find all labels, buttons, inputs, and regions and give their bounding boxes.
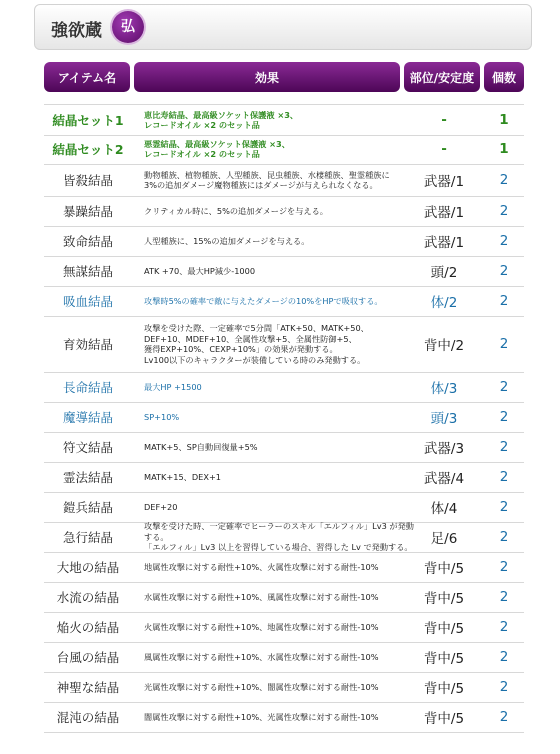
item-part: 背中/5 xyxy=(423,621,465,637)
header-effect: 効果 xyxy=(134,62,400,92)
table-row xyxy=(44,196,524,227)
item-name: 霊法結晶 xyxy=(62,470,113,485)
table-row xyxy=(44,164,524,197)
table-row xyxy=(44,492,524,523)
item-count: 2 xyxy=(499,409,509,425)
item-name: 焔火の結晶 xyxy=(56,620,120,635)
table-row xyxy=(44,552,524,583)
item-part: - xyxy=(441,141,447,157)
item-part: 足/6 xyxy=(430,531,458,547)
table-row xyxy=(44,612,524,643)
item-count: 2 xyxy=(499,559,509,575)
item-count: 2 xyxy=(499,709,509,725)
item-name: 皆殺結晶 xyxy=(62,173,113,188)
item-count: 2 xyxy=(499,233,509,249)
item-part: - xyxy=(441,112,447,128)
item-part: 頭/3 xyxy=(430,411,458,427)
item-effect: 火属性攻撃に対する耐性+10%、地属性攻撃に対する耐性-10% xyxy=(144,621,379,632)
item-count: 2 xyxy=(499,293,509,309)
item-name: 混沌の結晶 xyxy=(56,710,120,725)
item-effect: ATK +70、最大HP減少-1000 xyxy=(144,265,256,276)
item-effect: 動物種族、植物種族、人型種族、昆虫種族、水棲種族、聖霊種族に 3%の追加ダメージ魔物種族にはダメージが与えられなくなる。 xyxy=(144,169,390,190)
table-row xyxy=(44,522,524,553)
table-row xyxy=(44,256,524,287)
item-name: 大地の結晶 xyxy=(56,560,120,575)
logo-badge-icon: 弘 xyxy=(112,11,144,43)
item-effect: クリティカル時に、5%の追加ダメージを与える。 xyxy=(144,205,328,216)
item-effect: SP+10% xyxy=(144,411,180,422)
item-name: 暴躁結晶 xyxy=(62,204,113,219)
item-part: 背中/5 xyxy=(423,681,465,697)
table-row xyxy=(44,582,524,613)
item-part: 背中/5 xyxy=(423,591,465,607)
item-count: 2 xyxy=(499,379,509,395)
item-count: 2 xyxy=(499,336,509,352)
title-bar xyxy=(34,4,532,50)
item-part: 体/2 xyxy=(430,295,458,311)
item-effect: 闇属性攻撃に対する耐性+10%、光属性攻撃に対する耐性-10% xyxy=(144,711,379,722)
item-count: 2 xyxy=(499,172,509,188)
item-name: 無謀結晶 xyxy=(62,264,113,279)
item-effect: 恵比寿結晶、最高級ソケット保護液 ×3、 レコードオイル ×2 のセット品 xyxy=(144,109,299,130)
item-name: 神聖な結晶 xyxy=(56,680,120,695)
item-count: 1 xyxy=(499,112,509,128)
item-name: 魔導結晶 xyxy=(62,410,113,425)
item-part: 背中/5 xyxy=(423,711,465,727)
table-row xyxy=(44,104,524,136)
table-row xyxy=(44,226,524,257)
item-name: 致命結晶 xyxy=(62,234,113,249)
item-effect: 攻撃時5%の確率で敵に与えたダメージの10%をHPで吸収する。 xyxy=(144,295,383,306)
item-count: 2 xyxy=(499,529,509,545)
table-row xyxy=(44,402,524,433)
item-count: 2 xyxy=(499,649,509,665)
item-effect: 地属性攻撃に対する耐性+10%、火属性攻撃に対する耐性-10% xyxy=(144,561,379,572)
item-count: 1 xyxy=(499,141,509,157)
item-part: 体/4 xyxy=(430,501,458,517)
item-name: 鎧兵結晶 xyxy=(62,500,113,515)
item-part: 武器/1 xyxy=(423,205,465,221)
item-part: 体/3 xyxy=(430,381,458,397)
item-count: 2 xyxy=(499,589,509,605)
item-effect: MATK+5、SP自動回復量+5% xyxy=(144,441,258,452)
item-count: 2 xyxy=(499,263,509,279)
item-name: 長命結晶 xyxy=(62,380,113,395)
page-title: 強欲蔵 xyxy=(51,21,102,41)
item-effect: DEF+20 xyxy=(144,501,178,512)
item-effect: 攻撃を受けた際、一定確率で5分間「ATK+50、MATK+50、 DEF+10、MDEF+10、全属性攻撃+5、全属性防御+5、 獲得EXP+10%、CEXP+10%」の効果が発動する。 Lv100以下のキャラクターが装備している時のみ発動する。 xyxy=(144,323,369,365)
item-name: 結晶セット1 xyxy=(52,113,124,128)
header-item-name: アイテム名 xyxy=(44,62,130,92)
item-name: 吸血結晶 xyxy=(62,294,113,309)
item-count: 2 xyxy=(499,619,509,635)
item-name: 急行結晶 xyxy=(62,530,113,545)
item-name: 符文結晶 xyxy=(62,440,113,455)
header-part-stability: 部位/安定度 xyxy=(404,62,480,92)
item-count: 2 xyxy=(499,203,509,219)
item-name: 結晶セット2 xyxy=(52,142,124,157)
item-effect: 悪霊結晶、最高級ソケット保護液 ×3、 レコードオイル ×2 のセット品 xyxy=(144,138,290,159)
item-count: 2 xyxy=(499,679,509,695)
table-row xyxy=(44,702,524,733)
item-effect: 人型種族に、15%の追加ダメージを与える。 xyxy=(144,235,310,246)
item-effect: 風属性攻撃に対する耐性+10%、水属性攻撃に対する耐性-10% xyxy=(144,651,379,662)
table-row xyxy=(44,286,524,317)
table-row xyxy=(44,372,524,403)
item-part: 武器/1 xyxy=(423,235,465,251)
item-effect: MATK+15、DEX+1 xyxy=(144,471,222,482)
table-row xyxy=(44,672,524,703)
table-row xyxy=(44,462,524,493)
item-count: 2 xyxy=(499,499,509,515)
item-effect: 水属性攻撃に対する耐性+10%、風属性攻撃に対する耐性-10% xyxy=(144,591,379,602)
item-part: 頭/2 xyxy=(430,265,458,281)
item-name: 育効結晶 xyxy=(62,337,113,352)
item-part: 背中/2 xyxy=(423,338,465,354)
item-count: 2 xyxy=(499,439,509,455)
table-row xyxy=(44,134,524,165)
item-name: 水流の結晶 xyxy=(56,590,120,605)
item-effect: 光属性攻撃に対する耐性+10%、闇属性攻撃に対する耐性-10% xyxy=(144,681,379,692)
item-effect: 攻撃を受けた時、一定確率でヒーラーのスキル「エルフィル」Lv3 が発動する。 「エルフィル」Lv3 以上を習得している場合、習得した Lv で発動する。 xyxy=(144,521,414,553)
item-effect: 最大HP +1500 xyxy=(144,381,202,392)
item-part: 武器/4 xyxy=(423,471,465,487)
table-row xyxy=(44,316,524,373)
item-name: 台風の結晶 xyxy=(56,650,120,665)
table-row xyxy=(44,642,524,673)
header-count: 個数 xyxy=(484,62,524,92)
item-part: 武器/1 xyxy=(423,174,465,190)
item-part: 武器/3 xyxy=(423,441,465,457)
item-part: 背中/5 xyxy=(423,561,465,577)
item-count: 2 xyxy=(499,469,509,485)
table-row xyxy=(44,432,524,463)
item-part: 背中/5 xyxy=(423,651,465,667)
